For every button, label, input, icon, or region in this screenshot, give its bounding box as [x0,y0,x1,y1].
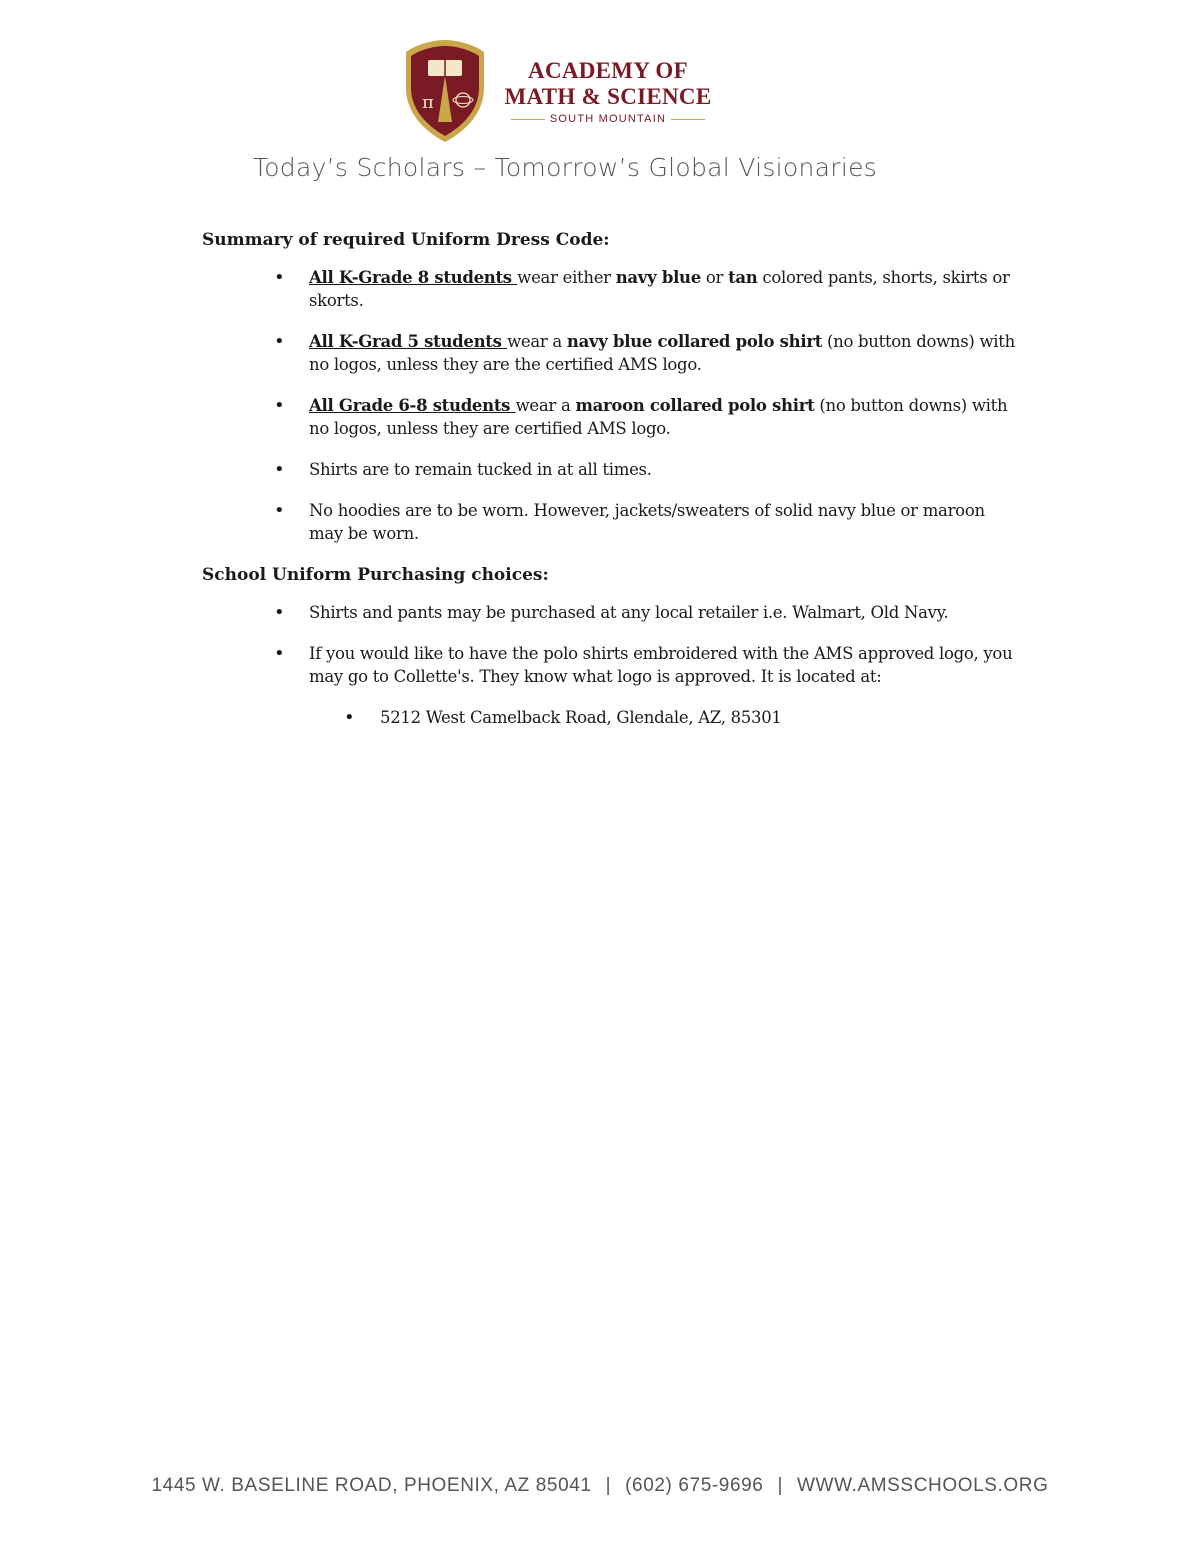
footer-phone: (602) 675-9696 [625,1475,764,1496]
list-item: • Shirts and pants may be purchased at any local retailer i.e. Walmart, Old Navy. [202,601,1022,624]
logo-line-1: ACADEMY OF [528,58,688,83]
logo-rule-left [511,119,545,120]
section-heading-purchasing: School Uniform Purchasing choices: [202,565,549,585]
footer-separator: | [777,1475,784,1496]
address-list [202,706,1022,729]
logo-line-3: SOUTH MOUNTAIN [549,113,667,125]
document-body [202,228,1022,747]
section-heading-dress-code: Summary of required Uniform Dress Code: [202,230,610,250]
logo-wordmark [488,58,728,125]
footer [0,1475,1200,1497]
list-item: • All Grade 6-8 students wear a maroon collared polo shirt (no button downs) with no logos, unless they are certified AMS logo. [202,394,1022,440]
purchasing-list [202,601,1022,688]
list-item: • All K-Grad 5 students wear a navy blue collared polo shirt (no button downs) with no logos, unless they are the certified AMS logo. [202,330,1022,376]
shield-emblem-icon [400,36,490,146]
logo-rule-right [671,119,705,120]
logo-subtitle-row [488,113,728,125]
tagline: Today’s Scholars – Tomorrow’s Global Visionaries [252,153,878,182]
footer-address: 1445 W. BASELINE ROAD, PHOENIX, AZ 85041 [151,1475,592,1496]
list-item: • All K-Grade 8 students wear either navy blue or tan colored pants, shorts, skirts or skorts. [202,266,1022,312]
list-item: • No hoodies are to be worn. However, jackets/sweaters of solid navy blue or maroon may be worn. [202,499,1022,545]
dress-code-list [202,266,1022,545]
school-logo [400,36,730,146]
list-item: • Shirts are to remain tucked in at all times. [202,458,1022,481]
footer-website: WWW.AMSSCHOOLS.ORG [797,1475,1049,1496]
address-item: • 5212 West Camelback Road, Glendale, AZ, 85301 [202,706,1022,729]
list-item: • If you would like to have the polo shirts embroidered with the AMS approved logo, you may go to Collette's. They know what logo is approved. It is located at: [202,642,1022,688]
svg-text:π: π [422,92,434,113]
logo-line-2: MATH & SCIENCE [504,84,712,109]
footer-separator: | [605,1475,612,1496]
